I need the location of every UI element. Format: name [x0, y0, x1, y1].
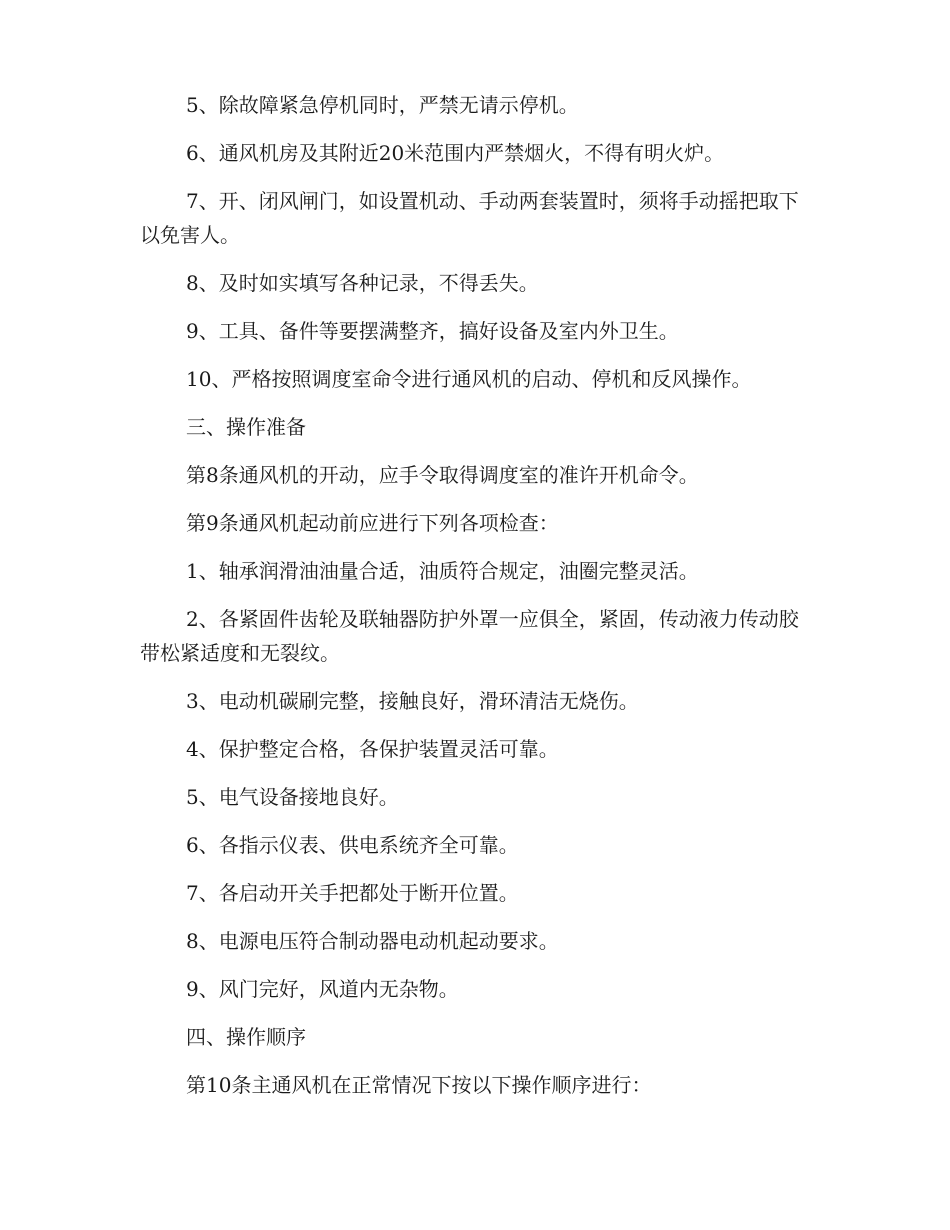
- section-heading-preparation: 三、操作准备: [186, 415, 306, 439]
- checklist-item-1: 1、轴承润滑油油量合适，油质符合规定，油圈完整灵活。: [186, 559, 699, 583]
- paragraph-rule-6: 6、通风机房及其附近20米范围内严禁烟火，不得有明火炉。: [186, 141, 725, 165]
- checklist-item-6: 6、各指示仪表、供电系统齐全可靠。: [186, 833, 519, 857]
- paragraph-article-10: 第10条主通风机在正常情况下按以下操作顺序进行：: [186, 1073, 652, 1097]
- checklist-item-3: 3、电动机碳刷完整，接触良好，滑环清洁无烧伤。: [186, 689, 639, 713]
- paragraph-rule-10: 10、严格按照调度室命令进行通风机的启动、停机和反风操作。: [186, 367, 752, 391]
- paragraph-article-8: 第8条通风机的开动，应手令取得调度室的准许开机命令。: [186, 463, 699, 487]
- paragraph-rule-9: 9、工具、备件等要摆满整齐，搞好设备及室内外卫生。: [186, 319, 679, 343]
- paragraph-rule-7: 7、开、闭风闸门，如设置机动、手动两套装置时，须将手动摇把取下以免害人。: [140, 189, 799, 247]
- checklist-item-9: 9、风门完好，风道内无杂物。: [186, 977, 459, 1001]
- checklist-item-5: 5、电气设备接地良好。: [186, 785, 399, 809]
- checklist-item-7: 7、各启动开关手把都处于断开位置。: [186, 881, 519, 905]
- section-heading-sequence: 四、操作顺序: [186, 1025, 306, 1049]
- document-body: [140, 88, 810, 1102]
- checklist-item-4: 4、保护整定合格，各保护装置灵活可靠。: [186, 737, 559, 761]
- paragraph-rule-5: 5、除故障紧急停机同时，严禁无请示停机。: [186, 93, 579, 117]
- checklist-item-2: 2、各紧固件齿轮及联轴器防护外罩一应俱全，紧固，传动液力传动胶带松紧适度和无裂纹。: [140, 607, 799, 665]
- checklist-item-8: 8、电源电压符合制动器电动机起动要求。: [186, 929, 559, 953]
- paragraph-rule-8: 8、及时如实填写各种记录，不得丢失。: [186, 271, 539, 295]
- paragraph-article-9: 第9条通风机起动前应进行下列各项检查：: [186, 511, 559, 535]
